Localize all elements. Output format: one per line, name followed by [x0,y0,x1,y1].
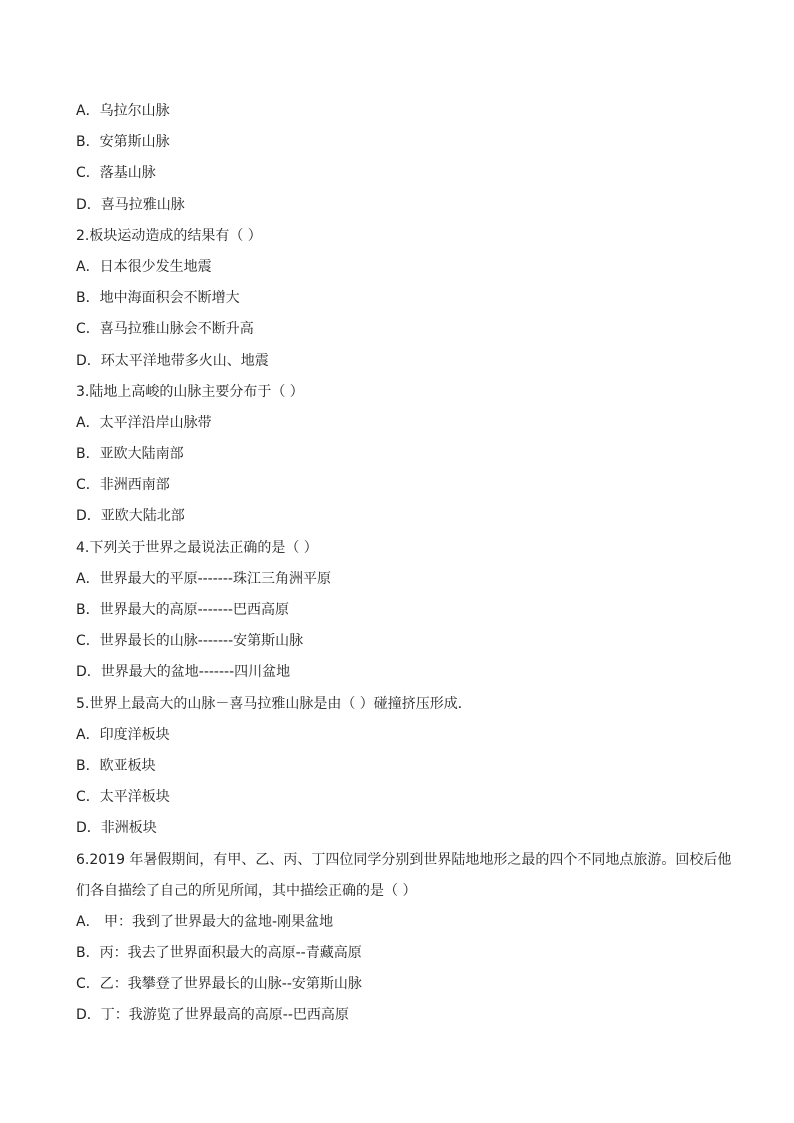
question-4 [76,533,736,689]
q4-option-a: A．世界最大的平原-------珠江三角洲平原 [76,570,331,587]
question-1 [76,96,736,221]
q6-stem: 6.2019 年暑假期间，有甲、乙、丙、丁四位同学分别到世界陆地地形之最的四个不同地点旅游。回校后他们各自描绘了自己的所见所闻，其中描绘正确的是（ ） [76,851,732,899]
q5-option-d: D．非洲板块 [76,820,157,837]
q6-option-d: D．丁：我游览了世界最高的高原--巴西高原 [76,1007,349,1024]
q3-stem: 3.陆地上高峻的山脉主要分布于（ ） [76,383,304,400]
q1-option-d: D．喜马拉雅山脉 [76,196,185,213]
q3-option-b: B．亚欧大陆南部 [76,446,184,463]
q4-option-b: B．世界最大的高原-------巴西高原 [76,602,289,618]
exam-page [76,96,736,1032]
q6-option-a: A． 甲：我到了世界最大的盆地-刚果盆地 [76,913,334,930]
q2-option-c: C．喜马拉雅山脉会不断升高 [76,321,254,338]
q4-stem: 4.下列关于世界之最说法正确的是（ ） [76,539,318,556]
q1-option-b: B．安第斯山脉 [76,134,170,151]
question-5 [76,689,736,845]
q6-option-c: C．乙：我攀登了世界最长的山脉--安第斯山脉 [76,976,362,993]
question-6 [76,845,736,1032]
question-2 [76,221,736,377]
q4-option-c: C．世界最长的山脉-------安第斯山脉 [76,633,304,650]
q2-option-a: A．日本很少发生地震 [76,258,212,275]
q1-option-c: C．落基山脉 [76,165,156,182]
q5-option-c: C．太平洋板块 [76,789,170,806]
q5-option-b: B．欧亚板块 [76,757,156,774]
q2-stem: 2.板块运动造成的结果有（ ） [76,227,262,244]
q3-option-c: C．非洲西南部 [76,477,170,494]
q1-option-a: A．乌拉尔山脉 [76,103,170,119]
q3-option-a: A．太平洋沿岸山脉带 [76,414,212,431]
question-3 [76,377,736,533]
q2-option-d: D．环太平洋地带多火山、地震 [76,352,269,369]
q2-option-b: B．地中海面积会不断增大 [76,290,240,307]
q3-option-d: D．亚欧大陆北部 [76,508,185,525]
q6-option-b: B．丙：我去了世界面积最大的高原--青藏高原 [76,945,362,962]
q5-option-a: A．印度洋板块 [76,726,170,743]
q5-stem: 5.世界上最高大的山脉－喜马拉雅山脉是由（ ）碰撞挤压形成． [76,695,472,712]
q4-option-d: D．世界最大的盆地-------四川盆地 [76,664,291,681]
